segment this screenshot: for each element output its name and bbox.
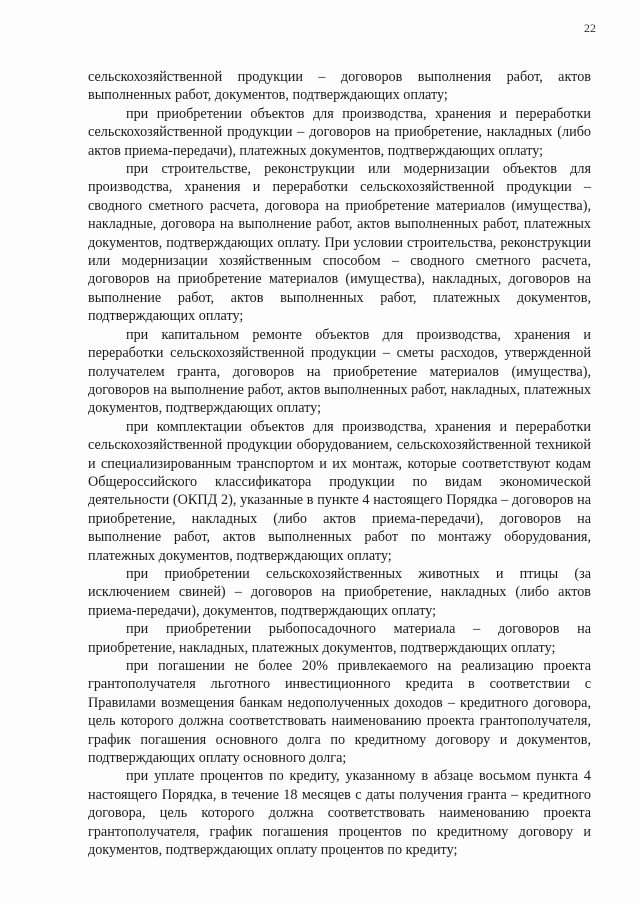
paragraph-loan-interest: при уплате процентов по кредиту, указанному в абзаце восьмом пункта 4 настоящего Порядка, в течение 18 месяцев с даты получения гранта – кредитного договора, цель которого должна соответствовать наименованию проекта грантополучателя, график погашения процентов по кредитному договору и документов, подтверждающих оплату процентов по кредиту; xyxy=(88,768,591,859)
document-body xyxy=(88,68,591,859)
paragraph-capital-repair: при капитальном ремонте объектов для производства, хранения и переработки сельскохозяйственной продукции – сметы расходов, утвержденной получателем гранта, договоров на приобретение материалов (имущества), договоров на выполнение работ, актов выполненных работ, накладных, платежных документов, подтверждающих оплату; xyxy=(88,326,591,417)
paragraph-equipment: при комплектации объектов для производства, хранения и переработки сельскохозяйственной продукции оборудованием, сельскохозяйственной техникой и специализированным транспортом и их монтаж, которые соответствуют кодам Общероссийского классификатора продукции по видам экономической деятельности (ОКПД 2), указанные в пункте 4 настоящего Порядка – договоров на приобретение, накладных (либо актов приема-передачи), договоров на выполнение работ, актов выполненных работ по монтажу оборудования, платежных документов, подтверждающих оплату; xyxy=(88,418,591,564)
page-number: 22 xyxy=(584,21,596,35)
paragraph-continuation: сельскохозяйственной продукции – договоров выполнения работ, актов выполненных работ, документов, подтверждающих оплату; xyxy=(88,69,591,104)
paragraph-loan-repayment: при погашении не более 20% привлекаемого на реализацию проекта грантополучателя льготного инвестиционного кредита в соответствии с Правилами возмещения банкам недополученных доходов – кредитного договора, цель которого должна соответствовать наименованию проекта грантополучателя, график погашения основного долга по кредитному договору и документов, подтверждающих оплату основного долга; xyxy=(88,658,591,767)
paragraph-animals: при приобретении сельскохозяйственных животных и птицы (за исключением свиней) – договоров на приобретение, накладных (либо актов приема-передачи), документов, подтверждающих оплату; xyxy=(88,565,591,619)
paragraph-acquisition-objects: при приобретении объектов для производства, хранения и переработки сельскохозяйственной продукции – договоров на приобретение, накладных (либо актов приема-передачи), платежных документов, подтверждающих оплату; xyxy=(88,105,591,159)
paragraph-fish-stock: при приобретении рыбопосадочного материала – договоров на приобретение, накладных, платежных документов, подтверждающих оплату; xyxy=(88,621,591,656)
paragraph-construction: при строительстве, реконструкции или модернизации объектов для производства, хранения и переработки сельскохозяйственной продукции – сводного сметного расчета, договора на приобретение материалов (имущества), накладные, договора на выполнение работ, актов выполненных работ, платежных документов, подтверждающих оплату. При условии строительства, реконструкции или модернизации хозяйственным способом – сводного сметного расчета, договоров на приобретение материалов (имущества), накладных, договоров на выполнение работ, актов выполненных работ, платежных документов, подтверждающих оплату; xyxy=(88,161,591,325)
